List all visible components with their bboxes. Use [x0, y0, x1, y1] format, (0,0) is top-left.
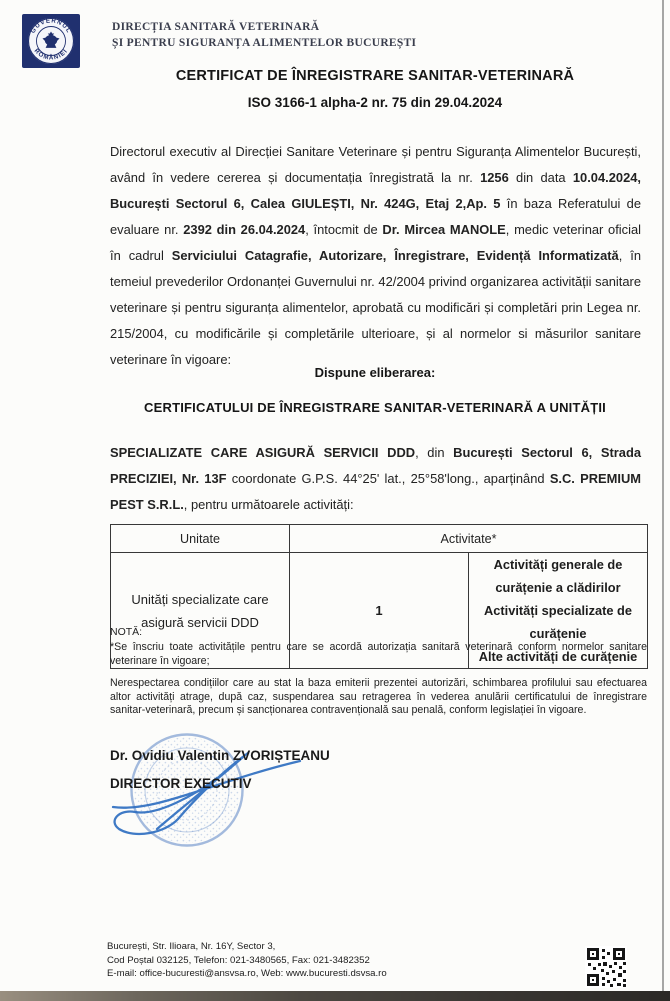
footer-address [107, 940, 387, 981]
scan-edge-line [662, 0, 664, 992]
cell-index: 1 [290, 553, 469, 669]
certificate-title: CERTIFICAT DE ÎNREGISTRARE SANITAR-VETERINARĂ [175, 68, 575, 84]
signatory-name: Dr. Ovidiu Valentin ZVORIȘTEANU [110, 748, 330, 763]
government-of-romania-logo [22, 14, 80, 68]
heading-dispune: Dispune eliberarea: [314, 365, 436, 380]
org-name-line1: DIRECȚIA SANITARĂ VETERINARĂ [112, 21, 320, 33]
header-unitate: Unitate [111, 525, 290, 553]
activity-line: Activități specializate de curățenie [484, 603, 632, 641]
activity-line: Activități generale de curățenie a clădirilor [493, 557, 623, 595]
table-header-row [111, 525, 648, 553]
certificate-subtitle: ISO 3166-1 alpha-2 nr. 75 din 29.04.2024 [247, 95, 503, 110]
nota-text-1: *Se înscriu toate activitățile pentru care se acordă autorizația sanitară veterinară conform normelor sanitare veterinare în vigoare; [110, 641, 647, 667]
logo-bottom-text: ROMÂNIEI [32, 47, 70, 62]
header-activitate: Activitate* [290, 525, 648, 553]
paragraph-intro: Directorul executiv al Direcției Sanitare Veterinare și pentru Siguranța Alimentelor București, având în vedere cererea și documentația înregistrată la nr. 1256 din data 10.04.2024, București Sectorul 6, Calea GIULEȘTI, Nr. 424G, Etaj 2,Ap. 5 în baza Referatului de evaluare nr. 2392 din 26.04.2024, întocmit de Dr. Mircea MANOLE, medic veterinar oficial în cadrul Serviciului Catagrafie, Autorizare, Înregistrare, Evidență Informatizată, în temeiul prevederilor Ordonanței Guvernului nr. 42/2004 privind organizarea activității sanitare veterinare și pentru siguranța alimentelor, aprobată cu modificări și completări prin Legea nr. 215/2004, cu modificările și completările ulterioare, și al normelor si măsurilor sanitare veterinare în vigoare: [110, 144, 642, 367]
footer-line3: E-mail: office-bucuresti@ansvsa.ro, Web: www.bucuresti.dsvsa.ro [107, 968, 387, 979]
heading-certificate: CERTIFICATULUI DE ÎNREGISTRARE SANITAR-VETERINARĂ A UNITĂȚII [144, 400, 606, 415]
title-block [90, 68, 660, 110]
scanner-bottom-strip [0, 991, 670, 1001]
paragraph-unit: SPECIALIZATE CARE ASIGURĂ SERVICII DDD, din București Sectorul 6, Strada PRECIZIEI, Nr. 13F coordonate G.P.S. 44°25' lat., 25°58'long., aparținând S.C. PREMIUM PEST S.R.L., pentru următoarele activități: [110, 445, 641, 512]
activity-line: Alte activități de curățenie [478, 649, 638, 664]
cell-unit: Unități specializate care asigură servicii DDD [111, 553, 290, 669]
logo-top-text: GUVERNUL [29, 17, 73, 35]
footer-line2: Cod Poștal 032125, Telefon: 021-3480565, Fax: 021-3482352 [107, 954, 370, 966]
org-name [112, 19, 416, 51]
qr-code [585, 946, 627, 988]
footer-line1: București, Str. Ilioara, Nr. 16Y, Sector 3, [107, 941, 276, 952]
nota-label: NOTĂ: [110, 626, 143, 638]
signatory-role: DIRECTOR EXECUTIV [110, 776, 252, 791]
org-name-line2: ȘI PENTRU SIGURANȚA ALIMENTELOR BUCUREȘTI [112, 37, 417, 49]
nota-text-2: Nerespectarea condițiilor care au stat la baza emiterii prezentei autorizări, schimbarea profilului sau efectuarea altor activități atrage, după caz, suspendarea sau retragerea în vederea anulării certificatului de înregistrare sanitar-veterinară, precum și sancționarea contravențională sau penală, conform legislației în vigoare. [110, 677, 647, 716]
